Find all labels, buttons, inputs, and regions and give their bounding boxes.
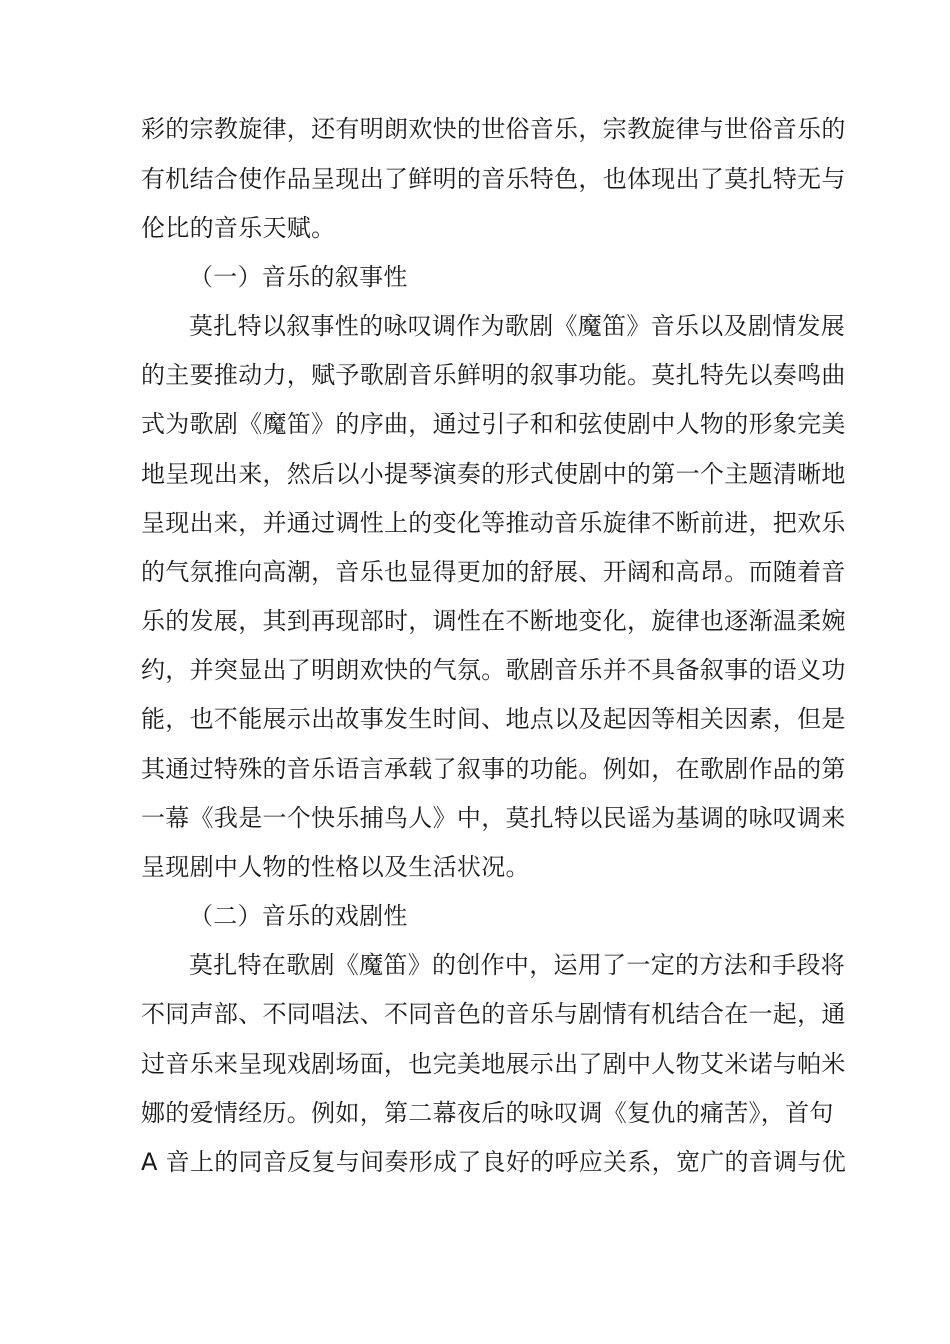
text-line: 式为歌剧《魔笛》的序曲，通过引子和和弦使剧中人物的形象完美	[141, 410, 846, 438]
text-line: 莫扎特在歌剧《魔笛》的创作中，运用了一定的方法和手段将	[189, 951, 846, 979]
text-line: 的气氛推向高潮，音乐也显得更加的舒展、开阔和高昂。而随着音	[141, 558, 846, 586]
text-line: 呈现剧中人物的性格以及生活状况。	[141, 853, 530, 881]
section-heading: （一）音乐的叙事性	[189, 263, 408, 291]
text-line: 不同声部、不同唱法、不同音色的音乐与剧情有机结合在一起，通	[141, 1000, 846, 1028]
section-heading: （二）音乐的戏剧性	[189, 902, 408, 930]
text-line: 其通过特殊的音乐语言承载了叙事的功能。例如，在歌剧作品的第	[141, 755, 846, 783]
text-line: 地呈现出来，然后以小提琴演奏的形式使剧中的第一个主题清晰地	[141, 460, 846, 488]
text-line: A 音上的同音反复与间奏形成了良好的呼应关系，宽广的音调与优	[141, 1148, 847, 1176]
text-line: 一幕《我是一个快乐捕鸟人》中，莫扎特以民谣为基调的咏叹调来	[141, 804, 846, 832]
text-line: 乐的发展，其到再现部时，调性在不断地变化，旋律也逐渐温柔婉	[141, 607, 846, 635]
text-line: 的主要推动力，赋予歌剧音乐鲜明的叙事功能。莫扎特先以奏鸣曲	[141, 361, 846, 389]
text-line: 呈现出来，并通过调性上的变化等推动音乐旋律不断前进，把欢乐	[141, 509, 846, 537]
text-line: 莫扎特以叙事性的咏叹调作为歌剧《魔笛》音乐以及剧情发展	[189, 312, 846, 340]
text-line: 有机结合使作品呈现出了鲜明的音乐特色，也体现出了莫扎特无与	[141, 165, 846, 193]
text-line: 彩的宗教旋律，还有明朗欢快的世俗音乐，宗教旋律与世俗音乐的	[141, 115, 846, 143]
text-line: 过音乐来呈现戏剧场面，也完美地展示出了剧中人物艾米诺与帕米	[141, 1050, 846, 1078]
text-line: 能，也不能展示出故事发生时间、地点以及起因等相关因素，但是	[141, 705, 846, 733]
text-line: 伦比的音乐天赋。	[141, 214, 336, 242]
text-line: 约，并突显出了明朗欢快的气氛。歌剧音乐并不具备叙事的语义功	[141, 656, 846, 684]
text-line: 娜的爱情经历。例如，第二幕夜后的咏叹调《复仇的痛苦》，首句	[141, 1099, 834, 1127]
